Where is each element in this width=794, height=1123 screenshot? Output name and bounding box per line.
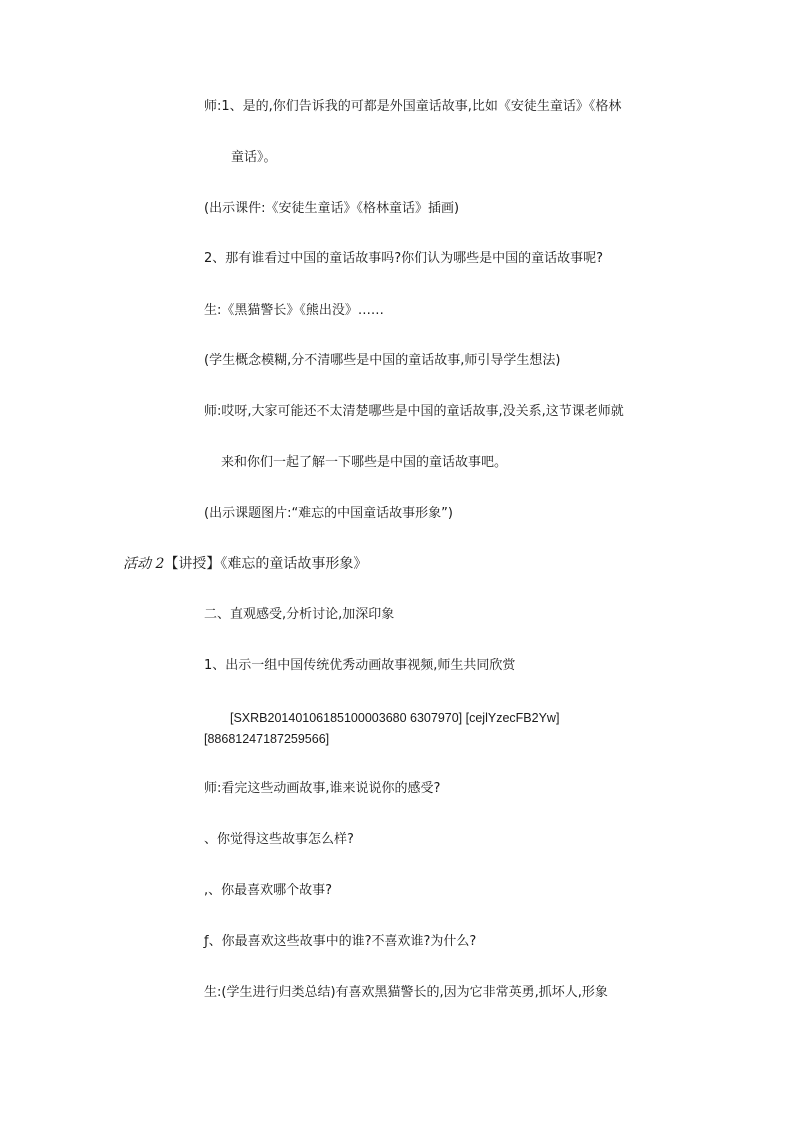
paragraph-line: 师:哎呀,大家可能还不太清楚哪些是中国的童话故事,没关系,这节课老师就 <box>204 404 624 419</box>
paragraph-line: 生:《黑猫警长》《熊出没》…… <box>204 303 384 318</box>
paragraph-line: 2、那有谁看过中国的童话故事吗?你们认为哪些是中国的童话故事呢? <box>204 251 604 266</box>
activity-heading <box>123 556 367 572</box>
activity-title: 【讲授】《难忘的童话故事形象》 <box>164 556 368 572</box>
paragraph-line: 1、出示一组中国传统优秀动画故事视频,师生共同欣赏 <box>204 658 516 673</box>
paragraph-line: 师:1、是的,你们告诉我的可都是外国童话故事,比如《安徒生童话》《格林 <box>204 99 622 114</box>
video-reference: [88681247187259566] <box>204 732 330 746</box>
paragraph-line: (出示课件:《安徒生童话》《格林童话》插画) <box>204 201 460 216</box>
paragraph-line: 生:(学生进行归类总结)有喜欢黑猫警长的,因为它非常英勇,抓坏人,形象 <box>204 985 608 1000</box>
video-reference: [SXRB20140106185100003680 6307970] [cejlYzecFB2Yw] <box>230 711 560 725</box>
paragraph-line: (学生概念模糊,分不清哪些是中国的童话故事,师引导学生想法) <box>204 353 561 368</box>
paragraph-line: 来和你们一起了解一下哪些是中国的童话故事吧。 <box>221 455 508 470</box>
activity-number: 活动 2 <box>123 556 165 572</box>
question-item: 、你觉得这些故事怎么样? <box>204 832 354 847</box>
paragraph-line: 童话》。 <box>231 150 277 165</box>
question-item: ƒ、你最喜欢这些故事中的谁?不喜欢谁?为什么? <box>204 934 477 949</box>
paragraph-line: (出示课题图片:“难忘的中国童话故事形象”) <box>204 506 453 521</box>
paragraph-line: 师:看完这些动画故事,谁来说说你的感受? <box>204 781 441 796</box>
section-heading: 二、直观感受,分析讨论,加深印象 <box>204 607 395 622</box>
question-item: ,、你最喜欢哪个故事? <box>204 883 333 898</box>
